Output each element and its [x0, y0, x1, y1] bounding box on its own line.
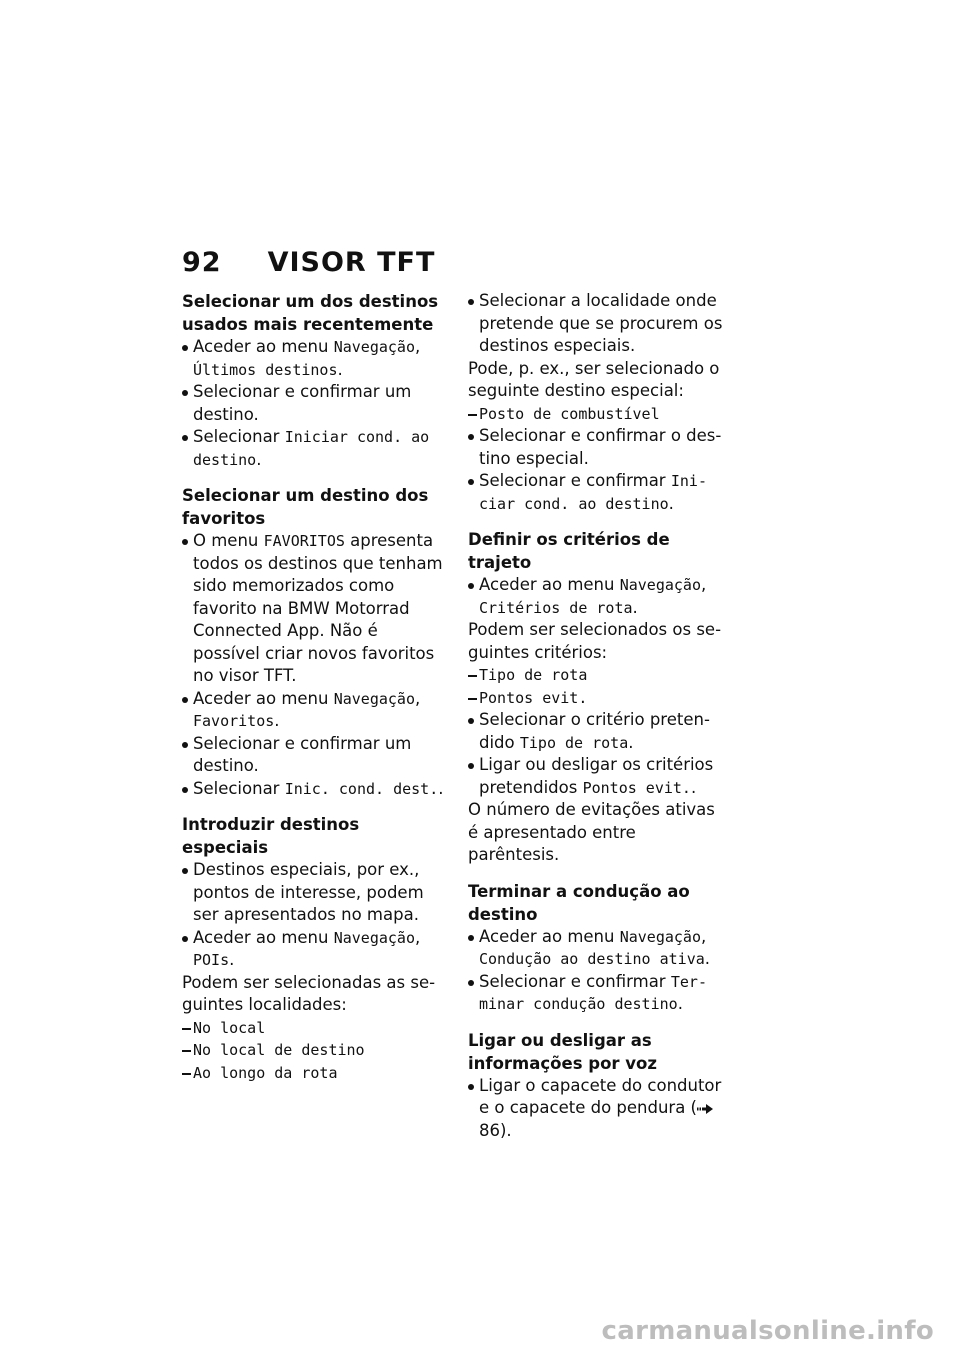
- list-item: Selecionar e confirmar um destino.: [182, 733, 444, 778]
- text: ,: [701, 575, 707, 594]
- list-item: [182, 927, 444, 972]
- text: ,: [415, 927, 421, 947]
- text: Selecionar: [193, 778, 285, 798]
- text: .: [256, 449, 262, 469]
- text: ).: [500, 1120, 512, 1140]
- text: .: [274, 711, 280, 730]
- text: Aceder ao menu: [193, 337, 334, 356]
- paragraph: O número de evitações ativas é apresentado entre parêntesis.: [468, 800, 715, 864]
- text: .: [668, 493, 674, 513]
- dash-item: No local: [182, 1017, 444, 1040]
- paragraph: Podem ser selecionados os seguintes critérios:: [468, 620, 722, 662]
- text: Selecionar: [193, 427, 285, 446]
- list-item: [468, 754, 730, 799]
- list-item: [182, 336, 444, 381]
- text: ,: [415, 337, 421, 356]
- section-special-destinations-cont: [468, 290, 730, 515]
- section-heading: Ligar ou desligar as informações por voz: [468, 1030, 657, 1073]
- text: Aceder ao menu: [193, 927, 334, 947]
- section-route-criteria: [468, 528, 730, 867]
- section-voice-info: [468, 1029, 730, 1143]
- list-item: Selecionar e confirmar um destino.: [182, 381, 444, 426]
- menu-term: POIs: [193, 951, 230, 969]
- text: Aceder ao menu: [479, 575, 620, 594]
- dash-item: Pontos evit.: [468, 687, 730, 710]
- text: Ligar ou desligar os critérios pretendidos: [479, 755, 714, 797]
- section-heading: Terminar a condução ao destino: [468, 881, 690, 924]
- text: .: [337, 359, 343, 379]
- text: Selecionar e confirmar: [479, 971, 671, 991]
- section-heading: Selecionar um destino dos favoritos: [182, 486, 429, 528]
- text: apresenta todos os destinos que tenham sido memorizados como favorito na BMW Motorrad Connected App. Não é possível criar novos favoritos no visor TFT.: [193, 531, 443, 685]
- section-heading: Selecionar um dos destinos usados mais recentemente: [182, 292, 439, 334]
- text: .: [229, 950, 235, 969]
- text: .: [690, 777, 697, 797]
- page-reference-arrow-icon: [697, 1104, 713, 1114]
- text: .: [704, 949, 711, 968]
- list-item: [468, 574, 730, 619]
- list-item: [468, 926, 730, 971]
- dash-item: Posto de combustível: [468, 403, 730, 426]
- text: O menu: [193, 531, 264, 550]
- list-item: [182, 778, 444, 801]
- section-title: VISOR TFT: [267, 246, 436, 278]
- text: ,: [701, 926, 707, 946]
- paragraph: Podem ser selecionadas as seguintes localidades:: [182, 972, 436, 1014]
- menu-term: Critérios de rota: [479, 598, 633, 617]
- section-special-destinations: [182, 813, 444, 1084]
- menu-term: Navegação: [333, 928, 415, 947]
- list-item: [182, 426, 444, 471]
- list-item: [468, 709, 730, 754]
- menu-term: Últimos destinos: [193, 360, 338, 379]
- text: .: [628, 732, 634, 752]
- menu-term: FAVORITOS: [263, 532, 345, 550]
- menu-term: Navegação: [619, 576, 701, 594]
- text: ,: [415, 688, 421, 708]
- text: .: [438, 778, 444, 798]
- text: Aceder ao menu: [193, 688, 334, 708]
- section-heading: Introduzir destinos especiais: [182, 815, 360, 857]
- menu-term: Navegação: [333, 338, 415, 356]
- dash-item: No local de destino: [182, 1039, 444, 1062]
- menu-term: Pontos evit.: [582, 778, 691, 797]
- page-header: [182, 244, 435, 280]
- list-item: Selecionar e confirmar o destino especial.: [468, 425, 730, 470]
- menu-term: Navegação: [333, 689, 415, 708]
- menu-term: Navegação: [619, 927, 701, 946]
- menu-term: Inic. cond. dest.: [284, 779, 439, 798]
- menu-term: Tipo de rota: [519, 733, 629, 752]
- list-item: [182, 530, 444, 688]
- section-end-guidance: [468, 880, 730, 1016]
- text: Aceder ao menu: [479, 926, 620, 946]
- text: .: [677, 994, 683, 1013]
- menu-term: Favoritos: [193, 712, 275, 730]
- list-item: [182, 688, 444, 733]
- list-item: Destinos especiais, por ex., pontos de interesse, podem ser apresentados no mapa.: [182, 859, 444, 927]
- list-item: [468, 971, 730, 1016]
- menu-term: Iniciar cond. ao destino: [479, 472, 707, 513]
- menu-term: Condução ao destino ativa: [479, 950, 705, 968]
- text: .: [632, 597, 638, 617]
- list-item: [468, 1075, 730, 1143]
- dash-item: Tipo de rota: [468, 664, 730, 687]
- text: Selecionar e confirmar: [479, 471, 671, 490]
- dash-item: Ao longo da rota: [182, 1062, 444, 1085]
- paragraph: Pode, p. ex., ser selecionado o seguinte destino especial:: [468, 358, 720, 400]
- text: Selecionar o critério pretendido: [479, 710, 710, 752]
- menu-term: Iniciar cond. ao destino: [193, 428, 430, 469]
- list-item: Selecionar a localidade onde pretende que se procurem os destinos especiais.: [468, 290, 730, 358]
- text: Ligar o capacete do condutor e o capacete do pendura (: [479, 1075, 722, 1117]
- section-heading: Definir os critérios de trajeto: [468, 530, 670, 572]
- list-item: [468, 470, 730, 515]
- section-recent-destinations: [182, 290, 444, 471]
- page-number: 92: [182, 246, 222, 278]
- page-reference[interactable]: 86: [479, 1120, 500, 1140]
- right-column: [468, 290, 730, 1155]
- menu-term: Terminar condução destino: [479, 972, 707, 1013]
- section-favorites: [182, 484, 444, 800]
- left-column: [182, 290, 444, 1097]
- watermark: carmanualsonline.info: [601, 1316, 934, 1346]
